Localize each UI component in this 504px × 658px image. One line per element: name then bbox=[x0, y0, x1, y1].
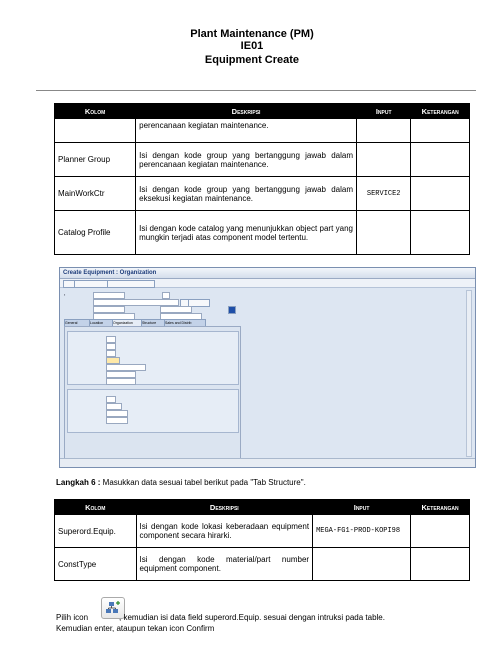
cell-input: MEGA-FG1-PROD-KOPI98 bbox=[313, 515, 411, 548]
cell-kolom bbox=[55, 119, 136, 143]
table-row bbox=[55, 211, 470, 255]
col-kolom: Kolom bbox=[55, 500, 137, 515]
footer-text-a: Pilih icon bbox=[56, 613, 89, 622]
table-header-row bbox=[55, 500, 470, 515]
field-table-2 bbox=[54, 499, 470, 581]
sap-field[interactable] bbox=[106, 410, 128, 417]
doc-title-line3: Equipment Create bbox=[204, 54, 300, 66]
cell-input: SERVICE2 bbox=[356, 177, 410, 211]
step-label: Langkah 6 : bbox=[56, 478, 101, 487]
col-input: Input bbox=[313, 500, 411, 515]
cell-keterangan bbox=[411, 548, 470, 581]
sap-field[interactable] bbox=[93, 306, 125, 313]
sap-group-account bbox=[67, 331, 239, 385]
table-row bbox=[55, 119, 470, 143]
sap-field[interactable] bbox=[106, 417, 128, 424]
footer-text-b: , kemudian isi data field superord.Equip. sesuai dengan intruksi pada table. bbox=[119, 613, 385, 622]
sap-field[interactable] bbox=[93, 292, 125, 299]
table-row bbox=[55, 515, 470, 548]
sap-field-active[interactable] bbox=[106, 357, 120, 364]
sap-field[interactable] bbox=[162, 292, 170, 299]
cell-keterangan bbox=[411, 119, 470, 143]
col-keterangan: Keterangan bbox=[411, 104, 470, 119]
cell-kolom: Superord.Equip. bbox=[55, 515, 137, 548]
field-table-1 bbox=[54, 103, 470, 255]
table-header-row bbox=[55, 104, 470, 119]
cell-deskripsi: Isi dengan kode lokasi keberadaan equipment component secara hirarki. bbox=[136, 515, 313, 548]
doc-title-line2: IE01 bbox=[240, 40, 264, 52]
footer-line1 bbox=[56, 612, 385, 623]
sap-title: Create Equipment : Organization bbox=[60, 268, 475, 279]
sap-group-responsibilities bbox=[67, 389, 239, 433]
cell-deskripsi: Isi dengan kode catalog yang menunjukkan object part yang mungkin terjadi atas component model tertentu. bbox=[136, 211, 357, 255]
sap-field[interactable] bbox=[93, 299, 179, 306]
tab-general[interactable]: General bbox=[64, 319, 90, 327]
col-input: Input bbox=[356, 104, 410, 119]
cell-kolom: Catalog Profile bbox=[55, 211, 136, 255]
sap-scrollbar[interactable] bbox=[466, 290, 472, 457]
sap-field[interactable] bbox=[106, 336, 116, 343]
tab-structure[interactable]: Structure bbox=[141, 319, 165, 327]
sap-field[interactable] bbox=[106, 350, 116, 357]
cell-deskripsi: perencanaan kegiatan maintenance. bbox=[136, 119, 357, 143]
tab-location[interactable]: Location bbox=[89, 319, 113, 327]
sap-field[interactable] bbox=[106, 371, 136, 378]
cell-kolom: MainWorkCtr bbox=[55, 177, 136, 211]
tab-sales-distrib[interactable]: Sales and Distrib bbox=[164, 319, 206, 327]
sap-field[interactable] bbox=[106, 364, 146, 371]
cell-deskripsi: Isi dengan kode group yang bertanggung jawab dalam perencanaan kegiatan maintenance. bbox=[136, 143, 357, 177]
sap-toolbar-button[interactable] bbox=[107, 280, 155, 288]
cell-input bbox=[356, 119, 410, 143]
cell-input bbox=[356, 143, 410, 177]
cell-keterangan bbox=[411, 143, 470, 177]
sap-field[interactable] bbox=[160, 306, 192, 313]
tab-organization[interactable]: Organization bbox=[112, 319, 142, 327]
sap-toolbar-button[interactable] bbox=[74, 280, 108, 288]
cell-keterangan bbox=[411, 211, 470, 255]
table-row bbox=[55, 143, 470, 177]
sap-field[interactable] bbox=[106, 396, 116, 403]
cell-deskripsi: Isi dengan kode group yang bertanggung jawab dalam eksekusi kegiatan maintenance. bbox=[136, 177, 357, 211]
sap-info-icon[interactable] bbox=[228, 306, 236, 314]
step-text: Masukkan data sesuai tabel berikut pada "Tab Structure". bbox=[100, 478, 306, 487]
cell-keterangan bbox=[411, 177, 470, 211]
footer-line2: Kemudian enter, ataupun tekan icon Confirm bbox=[56, 624, 215, 633]
sap-tab-panel bbox=[64, 326, 241, 461]
sap-label: ▪ bbox=[64, 293, 66, 297]
sap-screenshot bbox=[59, 267, 476, 468]
cell-kolom: ConstType bbox=[55, 548, 137, 581]
cell-keterangan bbox=[411, 515, 470, 548]
header-divider bbox=[36, 90, 476, 91]
sap-status-bar bbox=[60, 458, 475, 467]
col-deskripsi: Deskripsi bbox=[136, 500, 313, 515]
cell-deskripsi: Isi dengan kode material/part number equipment component. bbox=[136, 548, 313, 581]
col-deskripsi: Deskripsi bbox=[136, 104, 357, 119]
sap-field[interactable] bbox=[106, 403, 122, 410]
cell-kolom: Planner Group bbox=[55, 143, 136, 177]
table-row bbox=[55, 548, 470, 581]
step-instruction bbox=[56, 478, 306, 487]
cell-input bbox=[313, 548, 411, 581]
doc-title-line1: Plant Maintenance (PM) bbox=[190, 28, 314, 40]
col-keterangan: Keterangan bbox=[411, 500, 470, 515]
sap-field[interactable] bbox=[106, 343, 116, 350]
sap-field[interactable] bbox=[106, 378, 136, 385]
col-kolom: Kolom bbox=[55, 104, 136, 119]
cell-input bbox=[356, 211, 410, 255]
table-row bbox=[55, 177, 470, 211]
